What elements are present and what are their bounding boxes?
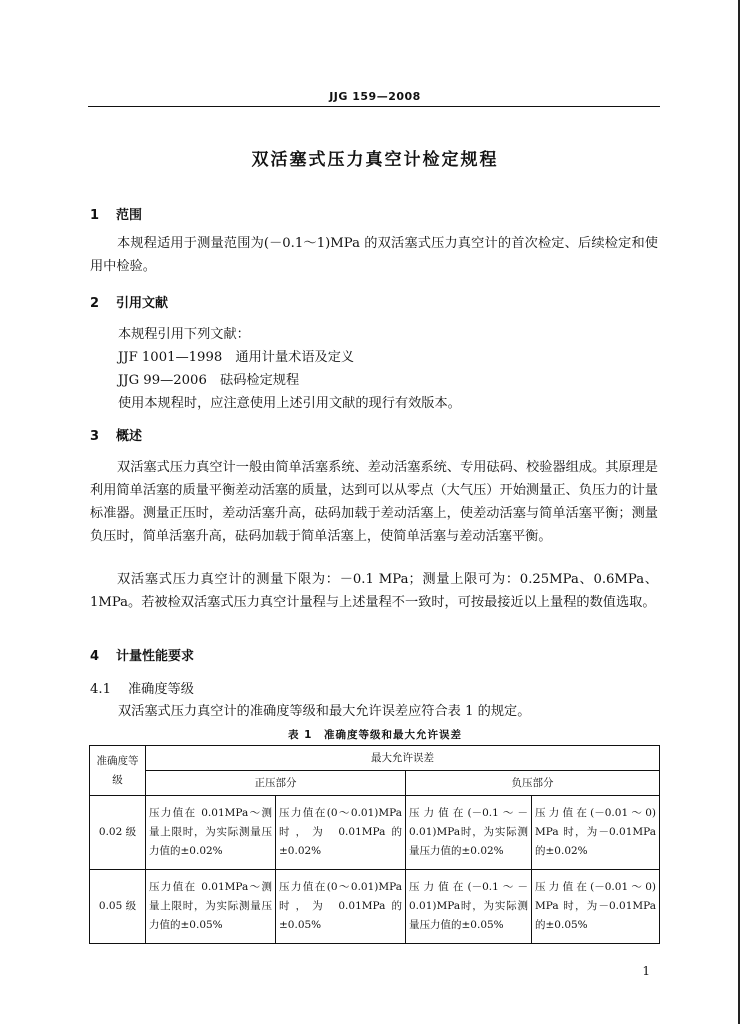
table-row: [90, 796, 660, 870]
section-number: 1: [90, 208, 100, 223]
section-3-paragraph-2: 双活塞式压力真空计的测量下限为：－0.1 MPa；测量上限可为：0.25MPa、0.6MPa、1MPa。若被检双活塞式压力真空计量程与上述量程不一致时，可按最接近以上量程的数值选取。: [90, 572, 658, 610]
reference-note: 使用本规程时，应注意使用上述引用文献的现行有效版本。: [118, 396, 461, 411]
table-cell: 压力值在(－0.1～－0.01)MPa时，为实际测量压力值的±0.02%: [406, 796, 532, 870]
subsection-4-1-body: 双活塞式压力真空计的准确度等级和最大允许误差应符合表 1 的规定。: [118, 704, 531, 719]
header-negative: 负压部分: [406, 771, 660, 796]
table-row: [90, 870, 660, 944]
reference-item: JJG 99—2006 砝码检定规程: [118, 373, 300, 388]
table-cell: 压力值在(－0.01～0) MPa 时，为－0.01MPa的±0.05%: [532, 870, 660, 944]
table-cell: 压力值在(0～0.01)MPa 时，为 0.01MPa的±0.02%: [276, 796, 406, 870]
table-cell: 压力值在 0.01MPa～测量上限时，为实际测量压力值的±0.05%: [146, 870, 276, 944]
grade-cell: 0.02 级: [90, 796, 146, 870]
header-grade: 准确度等级: [90, 746, 146, 796]
reference-item: JJF 1001—1998 通用计量术语及定义: [118, 350, 355, 365]
section-4-heading: [90, 645, 194, 664]
header-mpe: 最大允许误差: [146, 746, 660, 771]
table-cell: 压力值在 0.01MPa～测量上限时，为实际测量压力值的±0.02%: [146, 796, 276, 870]
section-title: 概述: [116, 429, 143, 444]
section-title: 引用文献: [116, 296, 169, 311]
table-cell: 压力值在(－0.1～－0.01)MPa时，为实际测量压力值的±0.05%: [406, 870, 532, 944]
grade-cell: 0.05 级: [90, 870, 146, 944]
section-number: 4: [90, 649, 100, 664]
header-positive: 正压部分: [146, 771, 406, 796]
section-number: 3: [90, 429, 100, 444]
section-1-heading: [90, 204, 142, 223]
standard-code: JJG 159—2008: [329, 90, 421, 103]
section-2-heading: [90, 292, 168, 311]
table-cell: 压力值在(0～0.01)MPa 时，为 0.01MPa的±0.05%: [276, 870, 406, 944]
subsection-title: 准确度等级: [128, 682, 194, 697]
table-cell: 压力值在(－0.01～0) MPa 时，为－0.01MPa的±0.02%: [532, 796, 660, 870]
page-number: 1: [642, 964, 650, 978]
page-title: 双活塞式压力真空计检定规程: [251, 150, 499, 170]
section-3-heading: [90, 425, 142, 444]
accuracy-table: [89, 745, 660, 944]
reference-intro: 本规程引用下列文献：: [118, 327, 250, 342]
section-number: 2: [90, 296, 100, 311]
table-caption: 表 1 准确度等级和最大允许误差: [288, 729, 462, 741]
section-3-paragraph-1: 双活塞式压力真空计一般由简单活塞系统、差动活塞系统、专用砝码、校验器组成。其原理是利用简单活塞的质量平衡差动活塞的质量，达到可以从零点（大气压）开始测量正、负压力的计量标准器。测量正压时，差动活塞升高，砝码加载于差动活塞上，使差动活塞与简单活塞平衡；测量负压时，简单活塞升高，砝码加载于简单活塞上，使简单活塞与差动活塞平衡。: [90, 460, 658, 544]
header-rule: [88, 106, 660, 107]
section-title: 范围: [116, 208, 143, 223]
section-title: 计量性能要求: [116, 649, 195, 664]
section-1-body: 本规程适用于测量范围为(－0.1～1)MPa 的双活塞式压力真空计的首次检定、后续检定和使用中检验。: [90, 236, 658, 274]
subsection-4-1-heading: [90, 678, 194, 697]
subsection-number: 4.1: [90, 682, 111, 697]
